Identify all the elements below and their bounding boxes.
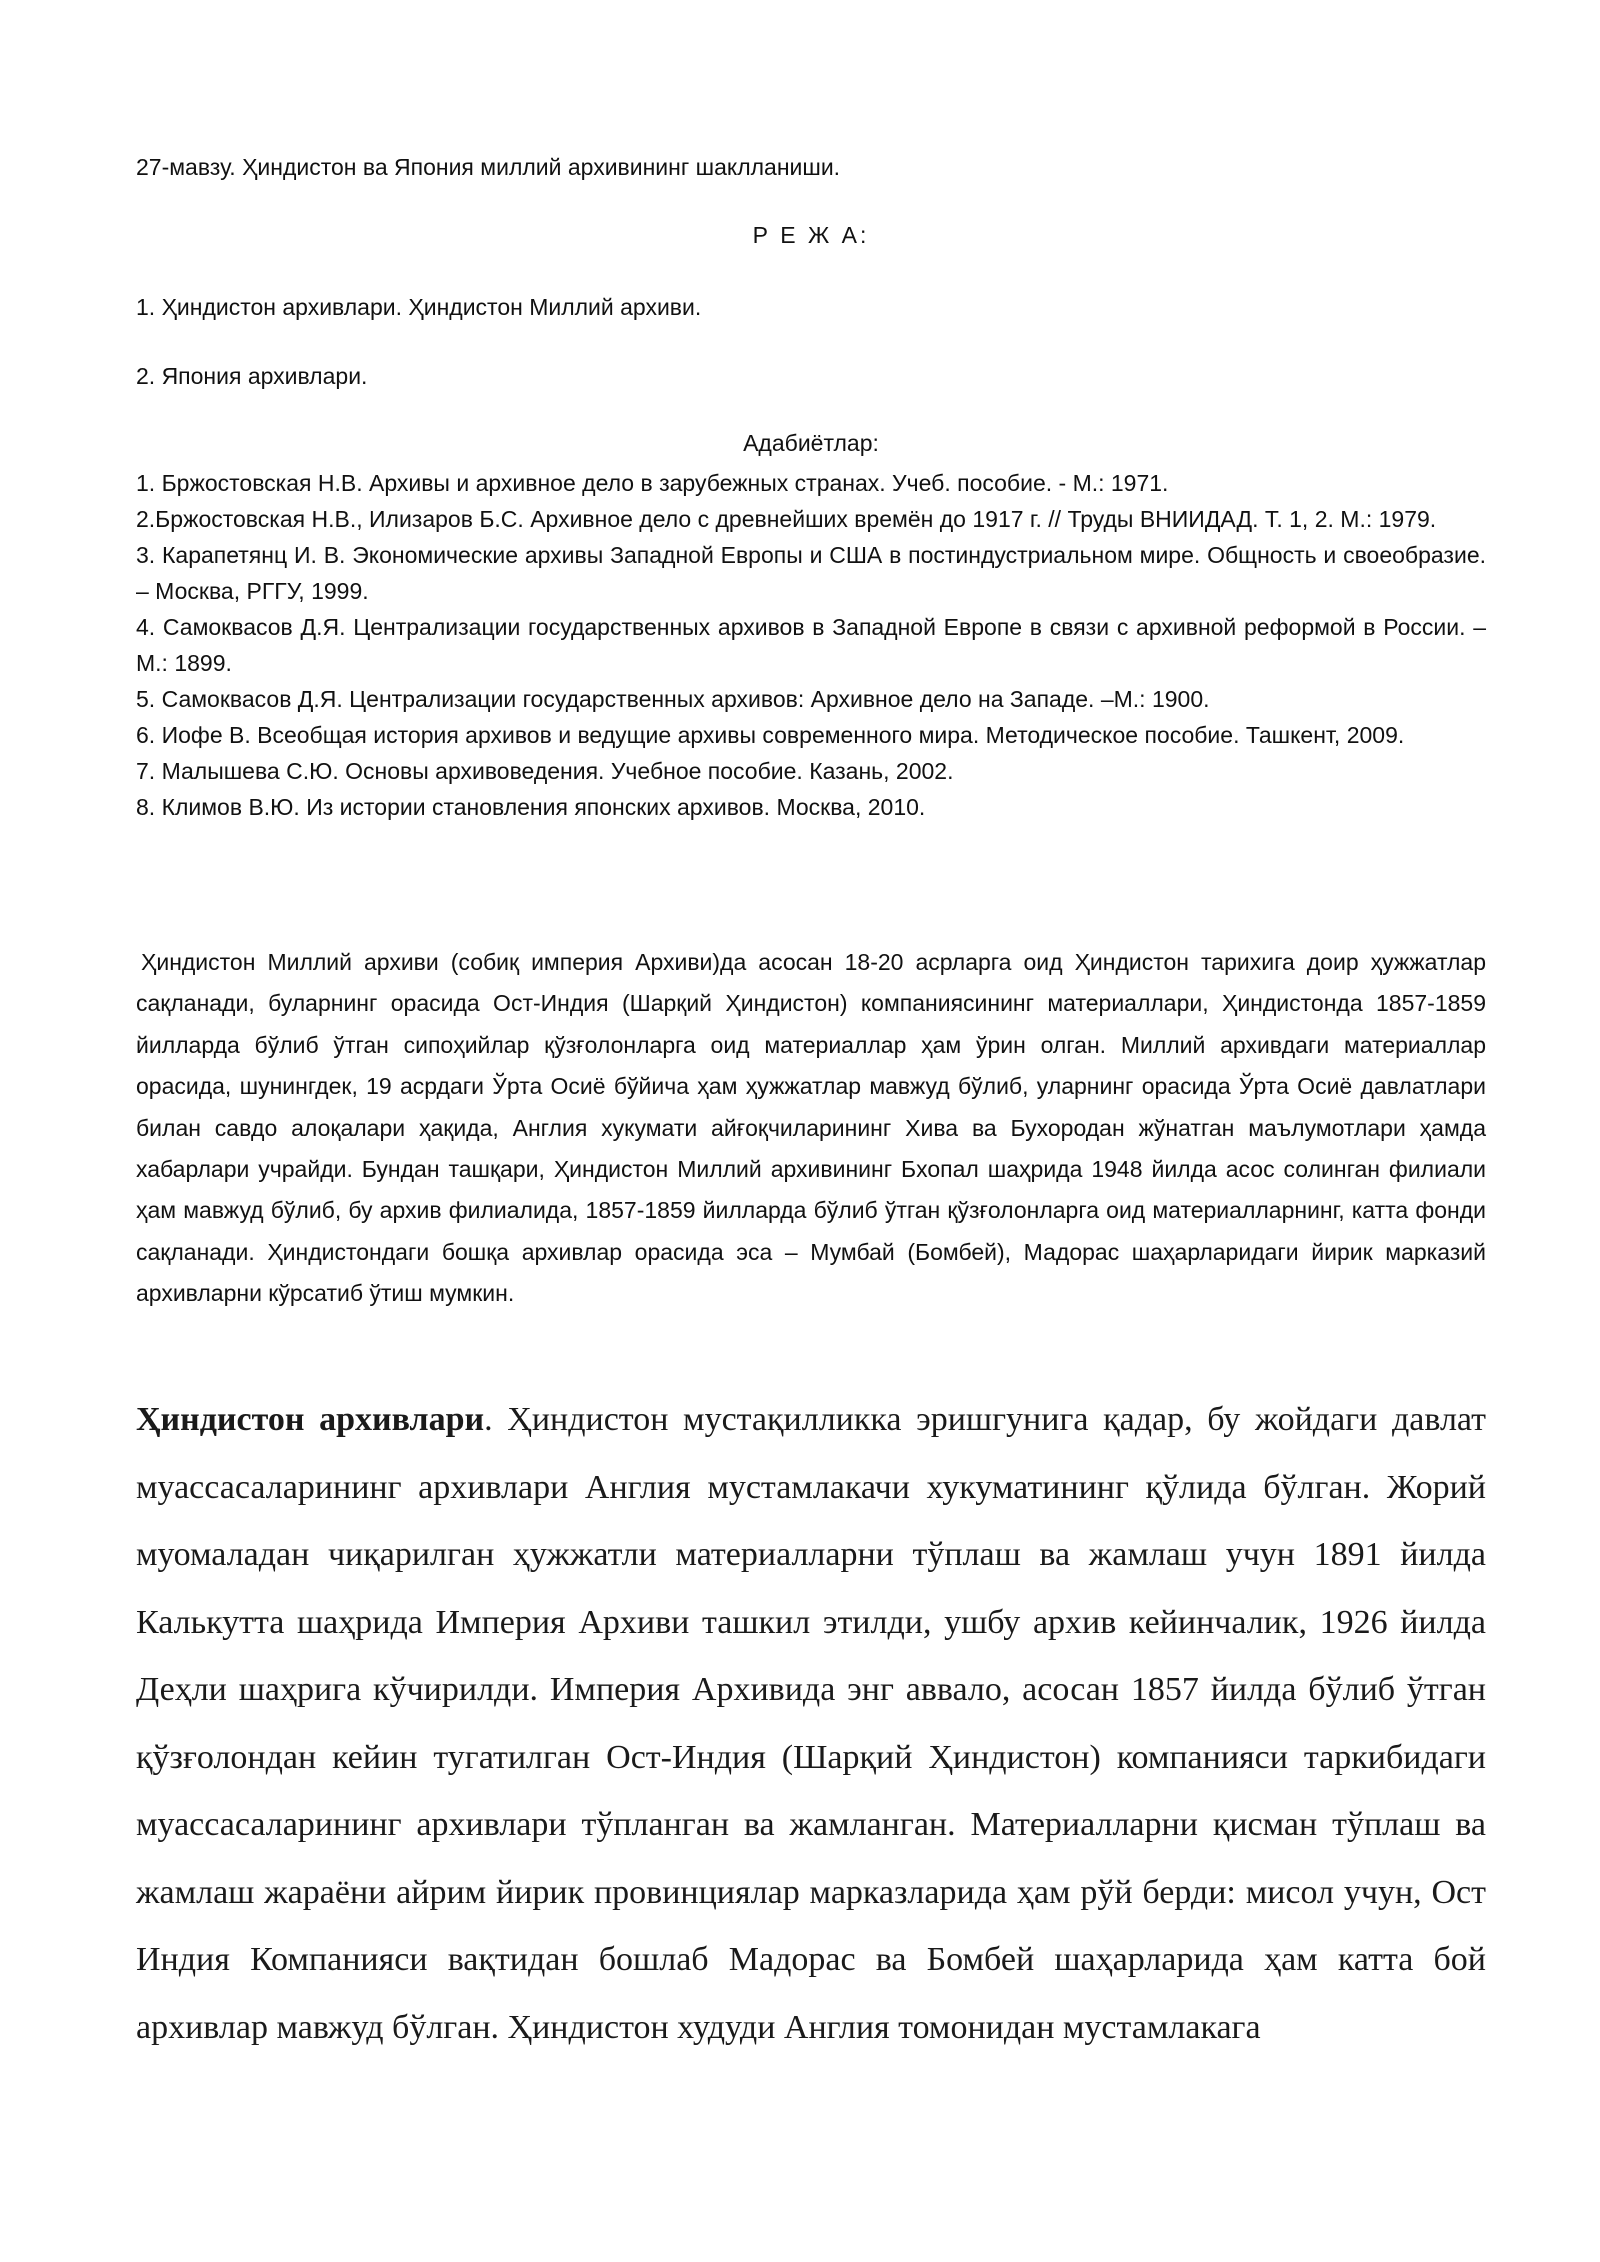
topic-title: 27-мавзу. Ҳиндистон ва Япония миллий архивининг шаклланиши. [136,154,841,180]
literature-item: 7. Малышева С.Ю. Основы архивоведения. Учебное пособие. Казань, 2002. [136,758,954,784]
literature-item: 2.Бржостовская Н.В., Илизаров Б.С. Архивное дело с древнейших времён до 1917 г. // Труды ВНИИДАД. Т. 1, 2. М.: 1979. [136,506,1437,532]
literature-item: 1. Бржостовская Н.В. Архивы и архивное дело в зарубежных странах. Учеб. пособие. - М.: 1971. [136,470,1169,496]
literature-item: 5. Самоквасов Д.Я. Централизации государственных архивов: Архивное дело на Западе. –М.: 1900. [136,686,1210,712]
main-paragraph [136,1386,1486,2061]
main-paragraph-text: . Ҳиндистон мустақилликка эришгунига қадар, бу жойдаги давлат муассасаларининг архивлари Англия мустамлакачи хукуматининг қўлида бўлган. Жорий муомаладан чиқарилган ҳужжатли материалларни тўплаш ва жамлаш учун 1891 йилда Калькутта шаҳрида Империя Архиви ташкил этилди, ушбу архив кейинчалик, 1926 йилда Деҳли шаҳрига кўчирилди. Империя Архивида энг аввало, асосан 1857 йилда бўлиб ўтган қўзғолондан кейин тугатилган Ост-Индия (Шарқий Ҳиндистон) компанияси таркибидаги муассасаларининг архивлари тўпланган ва жамланган. Материалларни қисман тўплаш ва жамлаш жараёни айрим йирик провинциялар марказларида ҳам рўй берди: мисол учун, Ост Индия Компанияси вақтидан бошлаб Мадорас ва Бомбей шаҳарларида ҳам катта бой архивлар мавжуд бўлган. Ҳиндистон худуди Англия томонидан мустамлакага [136,1401,1486,2046]
plan-heading: Р Е Ж А: [752,222,870,248]
plan-item: 2. Япония архивлари. [136,363,368,389]
literature-heading: Адабиётлар: [743,430,879,456]
plan-item: 1. Ҳиндистон архивлари. Ҳиндистон Миллий архиви. [136,294,702,320]
intro-paragraph: Ҳиндистон Миллий архиви (собиқ империя Архиви)да асосан 18-20 асрларга оид Ҳиндистон тарихига доир ҳужжатлар сақланади, буларнинг орасида Ост-Индия (Шарқий Ҳиндистон) компаниясининг материаллари, Ҳиндистонда 1857-1859 йилларда бўлиб ўтган сипоҳийлар қўзғолонларга оид материаллар ҳам ўрин олган. Миллий архивдаги материаллар орасида, шунингдек, 19 асрдаги Ўрта Осиё бўйича ҳам ҳужжатлар мавжуд бўлиб, уларнинг орасида Ўрта Осиё давлатлари билан савдо алоқалари ҳақида, Англия хукумати айғоқчиларининг Хива ва Бухородан жўнатган маълумотлари ҳамда хабарлари учрайди. Бундан ташқари, Ҳиндистон Миллий архивининг Бхопал шаҳрида 1948 йилда асос солинган филиали ҳам мавжуд бўлиб, бу архив филиалида, 1857-1859 йилларда бўлиб ўтган қўзғолонларга оид материалларнинг, катта фонди сақланади. Ҳиндистондаги бошқа архивлар орасида эса – Мумбай (Бомбей), Мадорас шаҳарларидаги йирик марказий архивларни кўрсатиб ўтиш мумкин. [136,949,1486,1307]
literature-item: 4. Самоквасов Д.Я. Централизации государственных архивов в Западной Европе в связи с архивной реформой в России. –М.: 1899. [136,614,1486,676]
section-lead: Ҳиндистон архивлари [136,1401,485,1438]
literature-list [136,465,1486,825]
literature-item: 8. Климов В.Ю. Из истории становления японских архивов. Москва, 2010. [136,794,926,820]
literature-item: 3. Карапетянц И. В. Экономические архивы Западной Европы и США в постиндустриальном мире. Общность и своеобразие. – Москва, РГГУ, 1999. [136,542,1486,604]
literature-item: 6. Иофе В. Всеобщая история архивов и ведущие архивы современного мира. Методическое пособие. Ташкент, 2009. [136,722,1405,748]
